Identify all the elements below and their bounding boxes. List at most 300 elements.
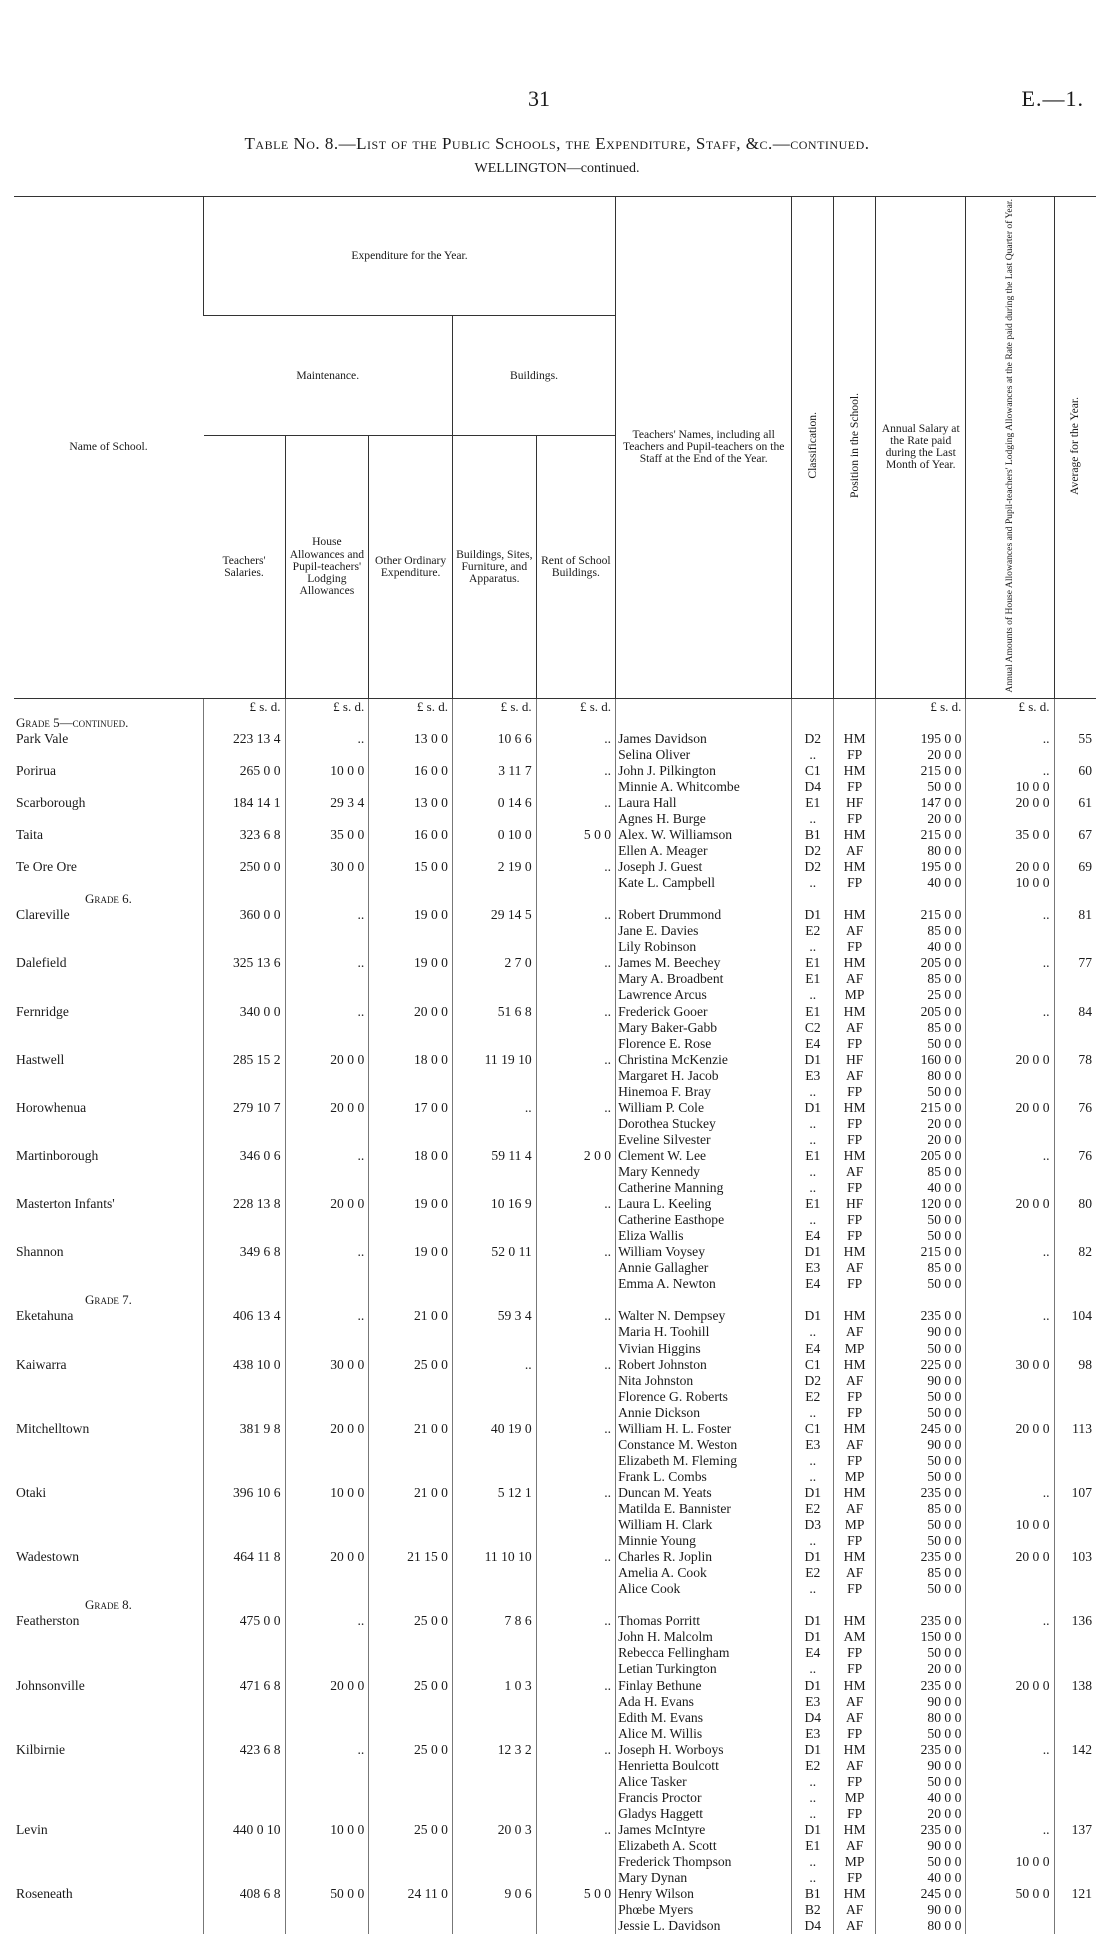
buildings-sites: 10 6 6: [452, 731, 536, 747]
teachers-salaries: 440 0 10: [204, 1822, 286, 1838]
other-expenditure: 18 0 0: [369, 1148, 453, 1164]
teacher-name: Maria H. Toohill: [616, 1324, 792, 1340]
average: [1054, 1469, 1096, 1485]
teachers-salaries: [204, 1341, 286, 1357]
position: AF: [834, 1902, 876, 1918]
classification: ..: [792, 1116, 834, 1132]
teachers-salaries: [204, 1164, 286, 1180]
house-allowances: 20 0 0: [285, 1678, 369, 1694]
average: [1054, 971, 1096, 987]
header-annual-amounts: Annual Amounts of House Allowances and Pupil-teachers' Lodging Allowances at the Rate paid during the Last Quarter of Year.: [966, 197, 1054, 699]
house-allowances: [285, 1469, 369, 1485]
buildings-sites: 0 14 6: [452, 795, 536, 811]
classification: D4: [792, 1710, 834, 1726]
house-allowances: [285, 1501, 369, 1517]
house-allowances: [285, 1758, 369, 1774]
classification: E3: [792, 1726, 834, 1742]
classification: ..: [792, 811, 834, 827]
house-allowances: [285, 1645, 369, 1661]
annual-amounts: [966, 1453, 1054, 1469]
position: FP: [834, 779, 876, 795]
classification: C1: [792, 1421, 834, 1437]
rent: ..: [536, 1052, 615, 1068]
buildings-sites: [452, 1902, 536, 1918]
other-expenditure: [369, 1710, 453, 1726]
other-expenditure: [369, 1645, 453, 1661]
annual-salary: 50 0 0: [876, 1036, 966, 1052]
annual-amounts: [966, 1597, 1054, 1613]
house-allowances: [285, 1565, 369, 1581]
schools-table: [14, 196, 1096, 1934]
annual-amounts: [966, 1710, 1054, 1726]
annual-amounts: [966, 1212, 1054, 1228]
house-allowances: [285, 1581, 369, 1597]
annual-amounts: [966, 1774, 1054, 1790]
other-expenditure: [369, 1661, 453, 1677]
rent: ..: [536, 795, 615, 811]
other-expenditure: [369, 1629, 453, 1645]
position: MP: [834, 1341, 876, 1357]
teacher-name: Eveline Silvester: [616, 1132, 792, 1148]
other-expenditure: [369, 1341, 453, 1357]
buildings-sites: [452, 1164, 536, 1180]
table-row: [14, 1469, 1096, 1485]
annual-salary: 235 0 0: [876, 1613, 966, 1629]
classification: D1: [792, 907, 834, 923]
teachers-salaries: 360 0 0: [204, 907, 286, 923]
average: [1054, 1806, 1096, 1822]
position: HM: [834, 1742, 876, 1758]
table-row: [14, 1453, 1096, 1469]
school-name: [14, 1132, 204, 1148]
buildings-sites: 59 3 4: [452, 1308, 536, 1324]
rent: [536, 1132, 615, 1148]
grade-row: [14, 1597, 1096, 1613]
teachers-salaries: 471 6 8: [204, 1678, 286, 1694]
other-expenditure: 20 0 0: [369, 1004, 453, 1020]
teacher-name: Annie Dickson: [616, 1405, 792, 1421]
header-buildings: Buildings.: [452, 316, 615, 435]
annual-amounts: [966, 1020, 1054, 1036]
classification: E2: [792, 1501, 834, 1517]
grade-row: [14, 1292, 1096, 1308]
house-allowances: 50 0 0: [285, 1886, 369, 1902]
teacher-name: Jane E. Davies: [616, 923, 792, 939]
annual-salary: [876, 715, 966, 731]
units-other: £ s. d.: [369, 698, 453, 715]
annual-amounts: [966, 1341, 1054, 1357]
table-row: [14, 1645, 1096, 1661]
annual-salary: 205 0 0: [876, 1004, 966, 1020]
teacher-name: Frank L. Combs: [616, 1469, 792, 1485]
rent: ..: [536, 1196, 615, 1212]
rent: ..: [536, 1357, 615, 1373]
teacher-name: Duncan M. Yeats: [616, 1485, 792, 1501]
position: AF: [834, 1164, 876, 1180]
school-name: [14, 1854, 204, 1870]
annual-amounts: 20 0 0: [966, 1052, 1054, 1068]
header-teachers-names: Teachers' Names, including all Teachers and Pupil-teachers on the Staff at the End of the Year.: [616, 197, 792, 699]
header-buildings-sites: Buildings, Sites, Furniture, and Apparatus.: [452, 435, 536, 698]
house-allowances: [285, 843, 369, 859]
annual-amounts: 20 0 0: [966, 859, 1054, 875]
classification: E1: [792, 971, 834, 987]
teachers-salaries: 396 10 6: [204, 1485, 286, 1501]
annual-amounts: [966, 891, 1054, 907]
school-name: Taita: [16, 827, 43, 843]
teachers-salaries: 323 6 8: [204, 827, 286, 843]
house-allowances: [285, 1870, 369, 1886]
rent: ..: [536, 1613, 615, 1629]
classification: E3: [792, 1260, 834, 1276]
annual-amounts: [966, 1694, 1054, 1710]
table-row: [14, 779, 1096, 795]
house-allowances: [285, 1918, 369, 1934]
grade-heading: Grade 5—continued.: [16, 714, 129, 730]
annual-amounts: [966, 971, 1054, 987]
annual-amounts: [966, 747, 1054, 763]
school-name: [14, 1341, 204, 1357]
rent: [536, 1533, 615, 1549]
annual-amounts: [966, 923, 1054, 939]
table-row: [14, 1613, 1096, 1629]
annual-salary: 50 0 0: [876, 1341, 966, 1357]
teacher-name: Alice Cook: [616, 1581, 792, 1597]
rent: ..: [536, 955, 615, 971]
position: AF: [834, 971, 876, 987]
rent: [536, 811, 615, 827]
average: [1054, 1629, 1096, 1645]
average: [1054, 939, 1096, 955]
rent: ..: [536, 1549, 615, 1565]
buildings-sites: [452, 1036, 536, 1052]
rent: [536, 1774, 615, 1790]
units-sal: £ s. d.: [204, 698, 286, 715]
table-row: [14, 747, 1096, 763]
annual-salary: 225 0 0: [876, 1357, 966, 1373]
house-allowances: 20 0 0: [285, 1549, 369, 1565]
annual-amounts: [966, 1036, 1054, 1052]
position: AF: [834, 1918, 876, 1934]
units-asal: £ s. d.: [876, 698, 966, 715]
buildings-sites: [452, 1180, 536, 1196]
buildings-sites: [452, 1084, 536, 1100]
teachers-salaries: [204, 1710, 286, 1726]
average: 60: [1054, 763, 1096, 779]
classification: D1: [792, 1308, 834, 1324]
buildings-sites: ..: [452, 1357, 536, 1373]
classification: D2: [792, 843, 834, 859]
position: FP: [834, 1870, 876, 1886]
buildings-sites: [452, 1341, 536, 1357]
school-name: [14, 1565, 204, 1581]
house-allowances: [285, 875, 369, 891]
rent: [536, 1629, 615, 1645]
position: HM: [834, 907, 876, 923]
other-expenditure: [369, 843, 453, 859]
position: [834, 1597, 876, 1613]
other-expenditure: [369, 1389, 453, 1405]
average: 77: [1054, 955, 1096, 971]
other-expenditure: [369, 1469, 453, 1485]
annual-amounts: [966, 1629, 1054, 1645]
teachers-salaries: [204, 1469, 286, 1485]
teachers-salaries: [204, 1292, 286, 1308]
rent: [536, 1838, 615, 1854]
teachers-salaries: [204, 1180, 286, 1196]
annual-amounts: [966, 1389, 1054, 1405]
annual-salary: 40 0 0: [876, 1180, 966, 1196]
house-allowances: [285, 1838, 369, 1854]
teachers-salaries: [204, 1533, 286, 1549]
house-allowances: 29 3 4: [285, 795, 369, 811]
average: [1054, 1453, 1096, 1469]
school-name: Mitchelltown: [16, 1420, 90, 1436]
annual-amounts: [966, 1292, 1054, 1308]
buildings-sites: [452, 715, 536, 731]
classification: B1: [792, 1886, 834, 1902]
annual-salary: 90 0 0: [876, 1437, 966, 1453]
annual-amounts: ..: [966, 1148, 1054, 1164]
rent: [536, 1661, 615, 1677]
position: FP: [834, 1661, 876, 1677]
table-row: [14, 1710, 1096, 1726]
rent: [536, 1020, 615, 1036]
house-allowances: [285, 939, 369, 955]
classification: C1: [792, 763, 834, 779]
teacher-name: Henry Wilson: [616, 1886, 792, 1902]
teacher-name: Frederick Gooer: [616, 1004, 792, 1020]
rent: [536, 1292, 615, 1308]
other-expenditure: [369, 1565, 453, 1581]
other-expenditure: 24 11 0: [369, 1886, 453, 1902]
position: AF: [834, 1020, 876, 1036]
average: [1054, 1581, 1096, 1597]
buildings-sites: [452, 1116, 536, 1132]
page-reference: E.—1.: [1021, 86, 1084, 111]
table-row: [14, 907, 1096, 923]
teacher-name: John J. Pilkington: [616, 763, 792, 779]
average: 103: [1054, 1549, 1096, 1565]
average: [1054, 1389, 1096, 1405]
table-row: [14, 1164, 1096, 1180]
position: MP: [834, 1469, 876, 1485]
position: FP: [834, 1228, 876, 1244]
table-row: [14, 1405, 1096, 1421]
house-allowances: [285, 1164, 369, 1180]
average: 76: [1054, 1100, 1096, 1116]
classification: E4: [792, 1036, 834, 1052]
annual-salary: 235 0 0: [876, 1549, 966, 1565]
house-allowances: [285, 715, 369, 731]
annual-amounts: ..: [966, 1308, 1054, 1324]
teacher-name: Vivian Higgins: [616, 1341, 792, 1357]
buildings-sites: [452, 1389, 536, 1405]
annual-salary: 25 0 0: [876, 987, 966, 1003]
buildings-sites: 11 10 10: [452, 1549, 536, 1565]
teachers-salaries: 475 0 0: [204, 1613, 286, 1629]
teacher-name: Mary Baker-Gabb: [616, 1020, 792, 1036]
rent: ..: [536, 1742, 615, 1758]
buildings-sites: [452, 1292, 536, 1308]
table-row: [14, 1244, 1096, 1260]
rent: [536, 1373, 615, 1389]
position: HM: [834, 731, 876, 747]
school-name: [14, 1774, 204, 1790]
buildings-sites: [452, 779, 536, 795]
teacher-name: Elizabeth M. Fleming: [616, 1453, 792, 1469]
buildings-sites: 9 0 6: [452, 1886, 536, 1902]
position: HM: [834, 1822, 876, 1838]
average: [1054, 1276, 1096, 1292]
classification: E4: [792, 1341, 834, 1357]
position: FP: [834, 1774, 876, 1790]
house-allowances: [285, 987, 369, 1003]
teacher-name: Florence E. Rose: [616, 1036, 792, 1052]
classification: E4: [792, 1228, 834, 1244]
teachers-salaries: 423 6 8: [204, 1742, 286, 1758]
teachers-salaries: [204, 1324, 286, 1340]
other-expenditure: 17 0 0: [369, 1100, 453, 1116]
other-expenditure: [369, 1324, 453, 1340]
classification: ..: [792, 939, 834, 955]
table-row: [14, 1052, 1096, 1068]
position: HM: [834, 1004, 876, 1020]
house-allowances: [285, 1084, 369, 1100]
teachers-salaries: [204, 1581, 286, 1597]
annual-salary: 85 0 0: [876, 1164, 966, 1180]
table-row: [14, 1260, 1096, 1276]
header-position: Position in the School.: [834, 197, 876, 699]
annual-amounts: [966, 1726, 1054, 1742]
teachers-salaries: [204, 1726, 286, 1742]
annual-salary: 20 0 0: [876, 747, 966, 763]
school-name: [14, 843, 204, 859]
rent: ..: [536, 1678, 615, 1694]
table-row: [14, 1196, 1096, 1212]
header-annual-salary: Annual Salary at the Rate paid during the Last Month of Year.: [876, 197, 966, 699]
teacher-name: Laura L. Keeling: [616, 1196, 792, 1212]
teacher-name: Agnes H. Burge: [616, 811, 792, 827]
rent: [536, 1645, 615, 1661]
annual-salary: 235 0 0: [876, 1678, 966, 1694]
teachers-salaries: [204, 1084, 286, 1100]
teachers-salaries: [204, 1918, 286, 1934]
buildings-sites: [452, 1758, 536, 1774]
school-name: [14, 939, 204, 955]
other-expenditure: [369, 1453, 453, 1469]
position: HF: [834, 795, 876, 811]
classification: E1: [792, 1148, 834, 1164]
buildings-sites: [452, 1260, 536, 1276]
school-name: [14, 1870, 204, 1886]
classification: E2: [792, 1389, 834, 1405]
school-name: [14, 1036, 204, 1052]
position: FP: [834, 1036, 876, 1052]
teacher-name: Clement W. Lee: [616, 1148, 792, 1164]
position: HM: [834, 827, 876, 843]
rent: 5 0 0: [536, 1886, 615, 1902]
annual-amounts: 10 0 0: [966, 875, 1054, 891]
school-name: [14, 1324, 204, 1340]
position: AF: [834, 1373, 876, 1389]
table-row: [14, 1132, 1096, 1148]
buildings-sites: 12 3 2: [452, 1742, 536, 1758]
annual-amounts: [966, 1838, 1054, 1854]
teachers-salaries: 228 13 8: [204, 1196, 286, 1212]
average: [1054, 1292, 1096, 1308]
table-row: [14, 1485, 1096, 1501]
position: AF: [834, 1324, 876, 1340]
annual-salary: 20 0 0: [876, 1661, 966, 1677]
table-row: [14, 843, 1096, 859]
school-name: [14, 1068, 204, 1084]
buildings-sites: 51 6 8: [452, 1004, 536, 1020]
other-expenditure: [369, 1084, 453, 1100]
table-row: [14, 1533, 1096, 1549]
buildings-sites: [452, 1710, 536, 1726]
rent: ..: [536, 1004, 615, 1020]
teachers-salaries: 250 0 0: [204, 859, 286, 875]
table-row: [14, 1918, 1096, 1934]
table-row: [14, 1212, 1096, 1228]
teachers-salaries: [204, 1260, 286, 1276]
annual-amounts: 20 0 0: [966, 1196, 1054, 1212]
other-expenditure: [369, 1758, 453, 1774]
annual-salary: 20 0 0: [876, 1132, 966, 1148]
average: [1054, 779, 1096, 795]
buildings-sites: [452, 1533, 536, 1549]
table-row: [14, 1341, 1096, 1357]
teachers-salaries: [204, 1774, 286, 1790]
annual-salary: 215 0 0: [876, 1244, 966, 1260]
position: FP: [834, 1276, 876, 1292]
classification: C1: [792, 1357, 834, 1373]
rent: [536, 1517, 615, 1533]
teachers-salaries: 464 11 8: [204, 1549, 286, 1565]
average: [1054, 1597, 1096, 1613]
house-allowances: 30 0 0: [285, 859, 369, 875]
position: FP: [834, 1180, 876, 1196]
annual-amounts: 30 0 0: [966, 1357, 1054, 1373]
rent: [536, 1276, 615, 1292]
annual-salary: 85 0 0: [876, 1565, 966, 1581]
table-row: [14, 971, 1096, 987]
buildings-sites: [452, 1565, 536, 1581]
other-expenditure: 25 0 0: [369, 1613, 453, 1629]
school-name: [14, 1902, 204, 1918]
rent: [536, 747, 615, 763]
table-subtitle: WELLINGTON—continued.: [474, 161, 640, 176]
school-name: [14, 1645, 204, 1661]
table-row: [14, 1822, 1096, 1838]
classification: ..: [792, 875, 834, 891]
teacher-name: Matilda E. Bannister: [616, 1501, 792, 1517]
buildings-sites: [452, 1854, 536, 1870]
position: HM: [834, 1678, 876, 1694]
annual-salary: 245 0 0: [876, 1421, 966, 1437]
buildings-sites: [452, 1645, 536, 1661]
annual-salary: 40 0 0: [876, 1790, 966, 1806]
teachers-salaries: [204, 1597, 286, 1613]
table-row: [14, 1324, 1096, 1340]
annual-amounts: [966, 1469, 1054, 1485]
table-body: [14, 698, 1096, 1934]
rent: [536, 1870, 615, 1886]
house-allowances: [285, 1260, 369, 1276]
average: 67: [1054, 827, 1096, 843]
table-row: [14, 1742, 1096, 1758]
